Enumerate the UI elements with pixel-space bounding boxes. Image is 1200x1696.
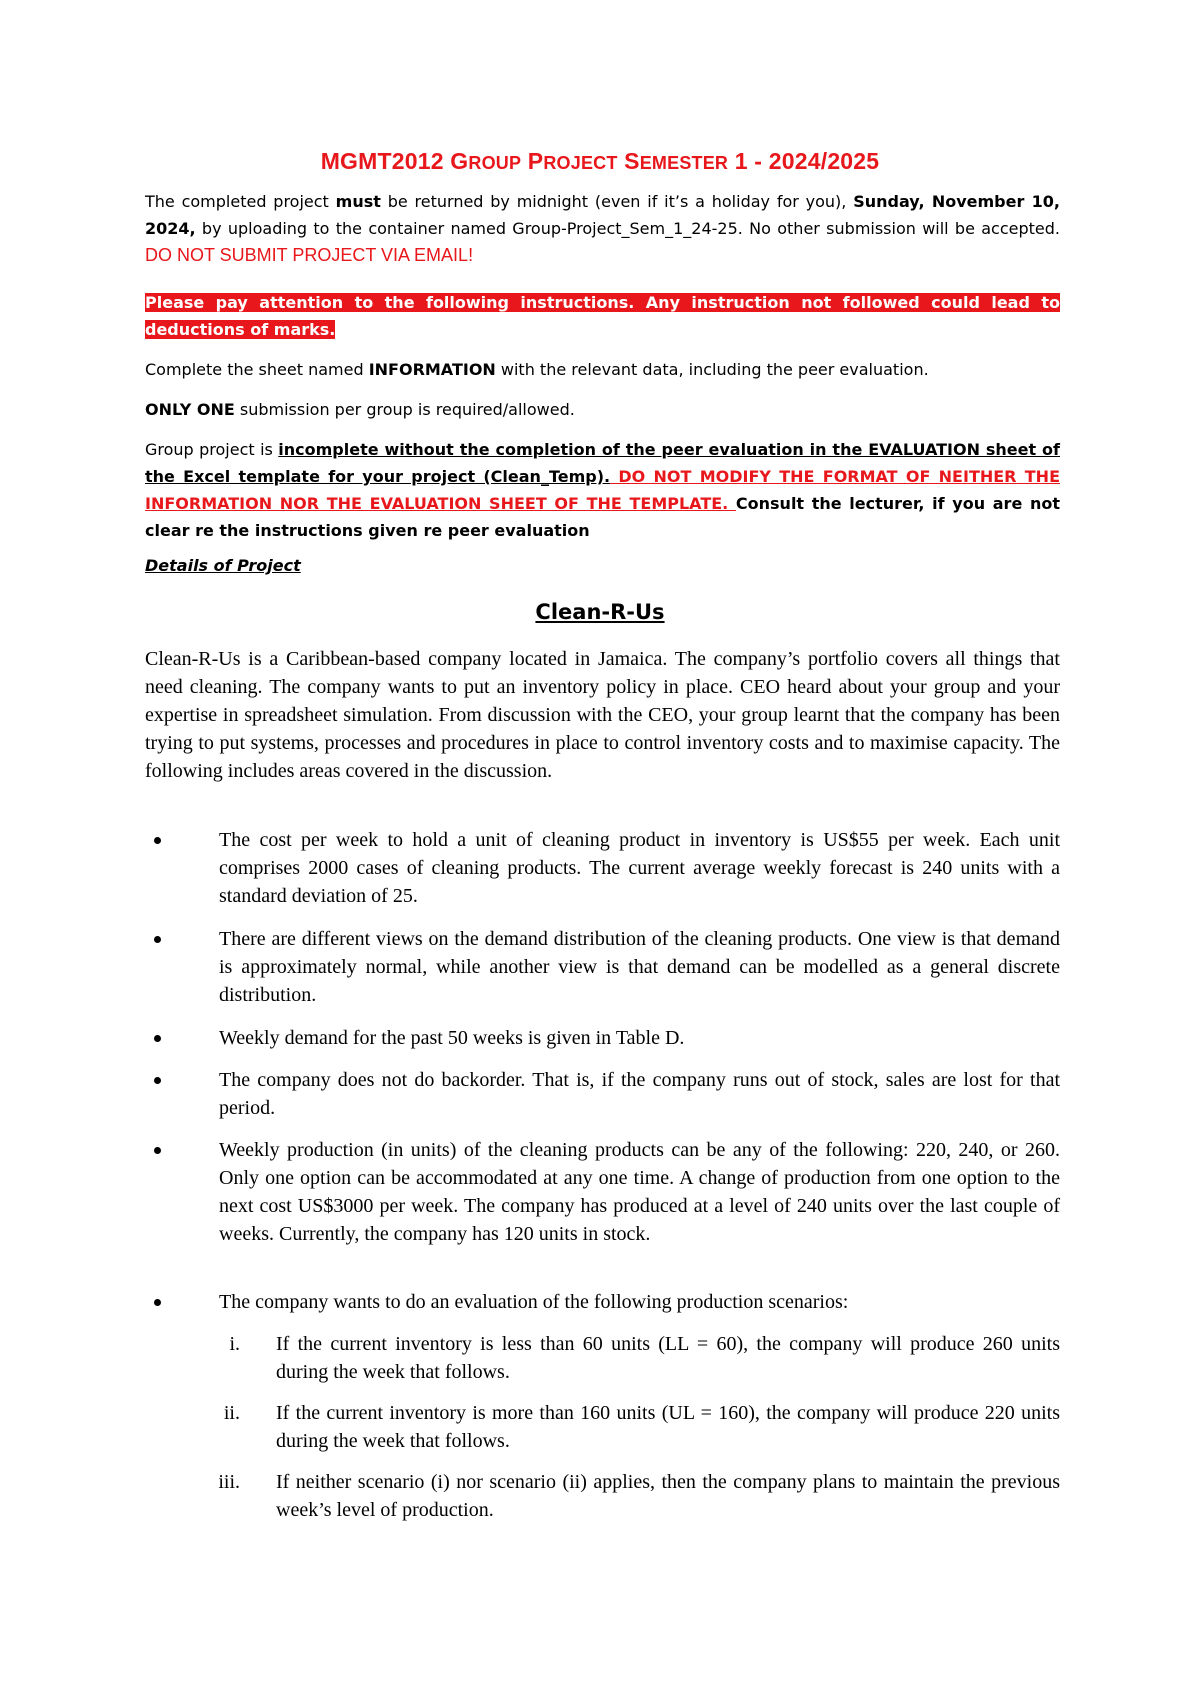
bullet-icon [154, 936, 161, 943]
bullet-icon [154, 1299, 161, 1306]
bullet-icon [154, 837, 161, 844]
submission-instructions: The completed project must be returned by midnight (even if it’s a holiday for you), Sunday, November 10, 2024, by uploading to the container named Group-Project_Sem_1_24-25. No other submission will be accepted. DO NOT SUBMIT PROJECT VIA EMAIL! [145, 192, 1061, 265]
information-sheet-instruction: Complete the sheet named INFORMATION with the relevant data, including the peer evaluation. [145, 360, 929, 379]
details-heading: Details of Project [145, 556, 301, 575]
bullet-icon [154, 1077, 161, 1084]
bullet-icon [154, 1035, 161, 1042]
no-email-warning: DO NOT SUBMIT PROJECT VIA EMAIL! [145, 245, 474, 265]
company-title: Clean-R-Us [535, 600, 665, 624]
one-submission-instruction: ONLY ONE submission per group is required/allowed. [145, 400, 575, 419]
company-paragraph: Clean-R-Us is a Caribbean-based company located in Jamaica. The company’s portfolio covers all things that need cleaning. The company wants to put an inventory policy in place. CEO heard about your group and your expertise in spreadsheet simulation. From discussion with the CEO, your group learnt that the company has been trying to put systems, processes and procedures in place to control inventory costs and to maximise capacity. The following includes areas covered in the discussion. [145, 648, 1060, 782]
peer-evaluation-instruction: Group project is incomplete without the completion of the peer evaluation in the EVALUATION sheet of the Excel template for your project (Clean_Temp). DO NOT MODIFY THE FORMAT OF NEITHER THE INFORMATION NOR THE EVALUATION SHEET OF THE TEMPLATE. Consult the lecturer, if you are not clear re the instructions given re peer evaluation [145, 440, 1060, 540]
document-page: MGMT2012 GROUP PROJECT SEMESTER 1 - 2024/2025 The completed project must be returned by midnight (even if it’s a holiday for you), Sunday, November 10, 2024, by uploading to the container named Group-Project_Sem_1_24-25. No other submission will be accepted. DO NOT SUBMIT PROJECT VIA EMAIL! Please pay attention to the following instructions. Any instruction not followed could lead to deductions of marks. Complete the sheet named INFORMATION with the relevant data, including the peer evaluation. ONLY ONE submission per group is required/allowed. Group project is incomplete without the completion of the peer evaluation in the EVALUATION sheet of the Excel template for your project (Clean_Temp). DO NOT MODIFY THE FORMAT OF NEITHER THE INFORMATION NOR THE EVALUATION SHEET OF THE TEMPLATE. Consult the lecturer, if you are not clear re the instructions given re peer evaluation Details of Project Clean-R-Us Clean-R-Us is a Caribbean-based company located in Jamaica. The company’s portfolio covers all things that need cleaning. The company wants to put an inventory policy in place. CEO heard about your group and your expertise in spreadsheet simulation. From discussion with the CEO, your group learnt that the company has been trying to put systems, processes and procedures in place to control inventory costs and to maximise capacity. The following includes areas covered in the discussion. The cost per week to hold a unit of cleaning product in inventory is US$55 per week. Each unit comprises 2000 cases of cleaning products. The current average weekly forecast is 240 units with a standard deviation of 25. There are different views on the demand distribution of the cleaning products. One view is that demand is approximately normal, while another view is that demand can be modelled as a general discrete distribution. Weekly demand for the past 50 weeks is given in Table D. The company does not do backorder. That is, if the company runs out of stock, sales are lost for that period. Weekly production (in units) of the cleaning products can be any of the following: 220, 240, or 260. Only one option can be accommodated at any one time. A change of production from one option to the next cost US$3000 per week. The company has produced at a level of 240 units over the last couple of weeks. Currently, the company has 120 units in stock. The company wants to do an evaluation of the following production scenarios: i. If the current inventory is less than 60 units (LL = 60), the company will produce 260 units during the week that follows. ii. If the current inventory is more than 160 units (UL = 160), the company will produce 220 units during the week that follows. iii. If neither scenario (i) nor scenario (ii) applies, then the company plans to maintain the previous week’s level of production. [0, 0, 1200, 1696]
bullet-icon [154, 1147, 161, 1154]
marks-warning: Please pay attention to the following instructions. Any instruction not followed could lead to deductions of marks. [145, 293, 1060, 339]
page-title: MGMT2012 GROUP PROJECT SEMESTER 1 - 2024/2025 [320, 148, 880, 174]
